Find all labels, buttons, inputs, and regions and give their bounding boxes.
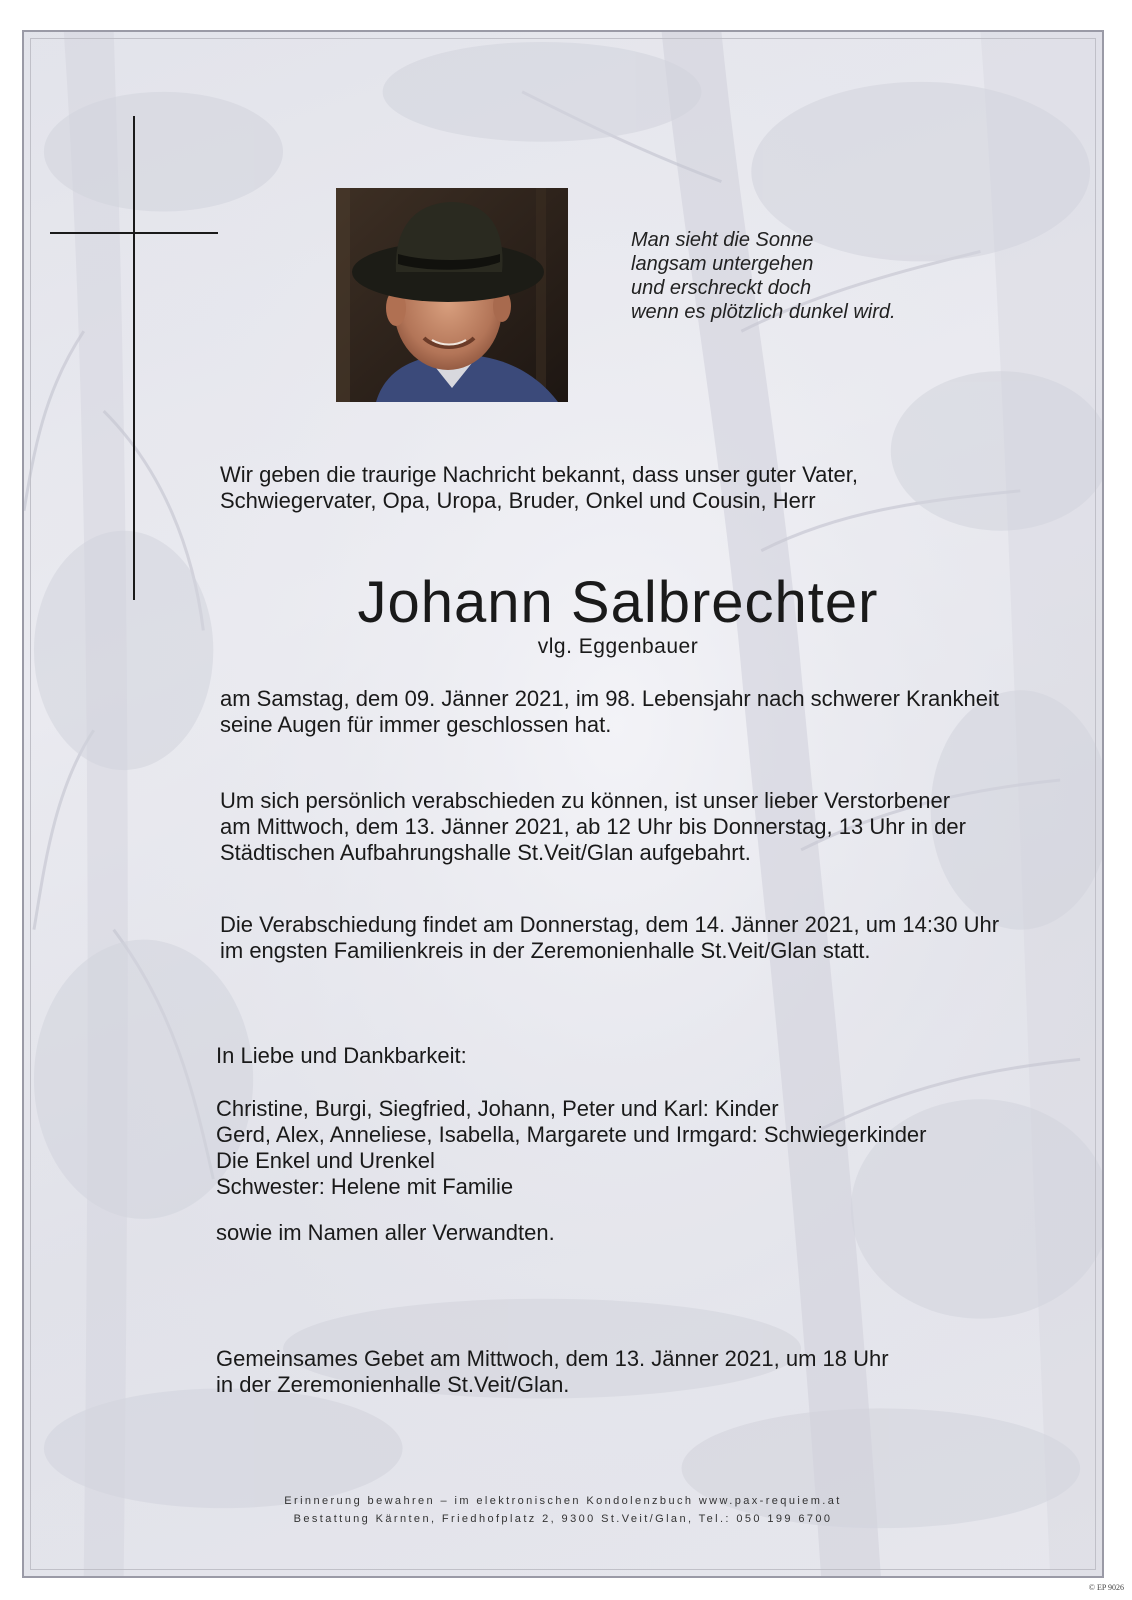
portrait-photo xyxy=(336,188,568,402)
cross-vertical-bar xyxy=(133,116,135,600)
quote-line: und erschreckt doch xyxy=(631,277,812,299)
quote-line: Man sieht die Sonne xyxy=(631,229,814,251)
footer-undertaker-line: Bestattung Kärnten, Friedhofplatz 2, 9300 St.Veit/Glan, Tel.: 050 199 6700 xyxy=(293,1513,833,1525)
viewing-line: am Mittwoch, dem 13. Jänner 2021, ab 12 Uhr bis Donnerstag, 13 Uhr in der xyxy=(220,814,966,839)
cross-horizontal-bar xyxy=(50,232,218,234)
quote-line: wenn es plötzlich dunkel wird. xyxy=(631,301,896,323)
viewing-line: Um sich persönlich verabschieden zu können, ist unser lieber Verstorbener xyxy=(220,788,951,813)
mourner-line: Christine, Burgi, Siegfried, Johann, Peter und Karl: Kinder xyxy=(216,1096,779,1121)
intro-line: Wir geben die traurige Nachricht bekannt, dass unser guter Vater, xyxy=(220,462,858,487)
mourners-heading: In Liebe und Dankbarkeit: xyxy=(216,1043,467,1068)
death-notice-line: am Samstag, dem 09. Jänner 2021, im 98. Lebensjahr nach schwerer Krankheit xyxy=(220,686,999,711)
mourner-line: Gerd, Alex, Anneliese, Isabella, Margarete und Irmgard: Schwiegerkinder xyxy=(216,1122,927,1147)
mourner-line: Schwester: Helene mit Familie xyxy=(216,1174,514,1199)
mourners-list xyxy=(216,1096,927,1200)
intro-line: Schwiegervater, Opa, Uropa, Bruder, Onkel und Cousin, Herr xyxy=(220,488,816,513)
mourners-closing: sowie im Namen aller Verwandten. xyxy=(216,1220,555,1245)
death-notice-paragraph xyxy=(220,686,999,738)
farewell-line: Die Verabschiedung findet am Donnerstag, dem 14. Jänner 2021, um 14:30 Uhr xyxy=(220,912,1000,937)
intro-paragraph xyxy=(220,462,858,514)
quote-line: langsam untergehen xyxy=(631,253,814,275)
viewing-line: Städtischen Aufbahrungshalle St.Veit/Glan aufgebahrt. xyxy=(220,840,751,865)
obituary-sheet xyxy=(22,30,1104,1578)
farewell-line: im engsten Familienkreis in der Zeremonienhalle St.Veit/Glan statt. xyxy=(220,938,871,963)
mourner-line: Die Enkel und Urenkel xyxy=(216,1148,435,1173)
farewell-paragraph xyxy=(220,912,999,964)
prayer-line: Gemeinsames Gebet am Mittwoch, dem 13. Jänner 2021, um 18 Uhr xyxy=(216,1346,889,1371)
deceased-name: Johann Salbrechter xyxy=(357,570,879,635)
deceased-nickname: vlg. Eggenbauer xyxy=(537,635,699,658)
footer-condolence-line: Erinnerung bewahren – im elektronischen Kondolenzbuch www.pax-requiem.at xyxy=(284,1495,842,1507)
memorial-quote xyxy=(631,228,896,324)
death-notice-line: seine Augen für immer geschlossen hat. xyxy=(220,712,612,737)
viewing-paragraph xyxy=(220,788,966,866)
prayer-line: in der Zeremonienhalle St.Veit/Glan. xyxy=(216,1372,570,1397)
prayer-paragraph xyxy=(216,1346,889,1398)
imprint-code: © EP 9026 xyxy=(1088,1583,1124,1592)
